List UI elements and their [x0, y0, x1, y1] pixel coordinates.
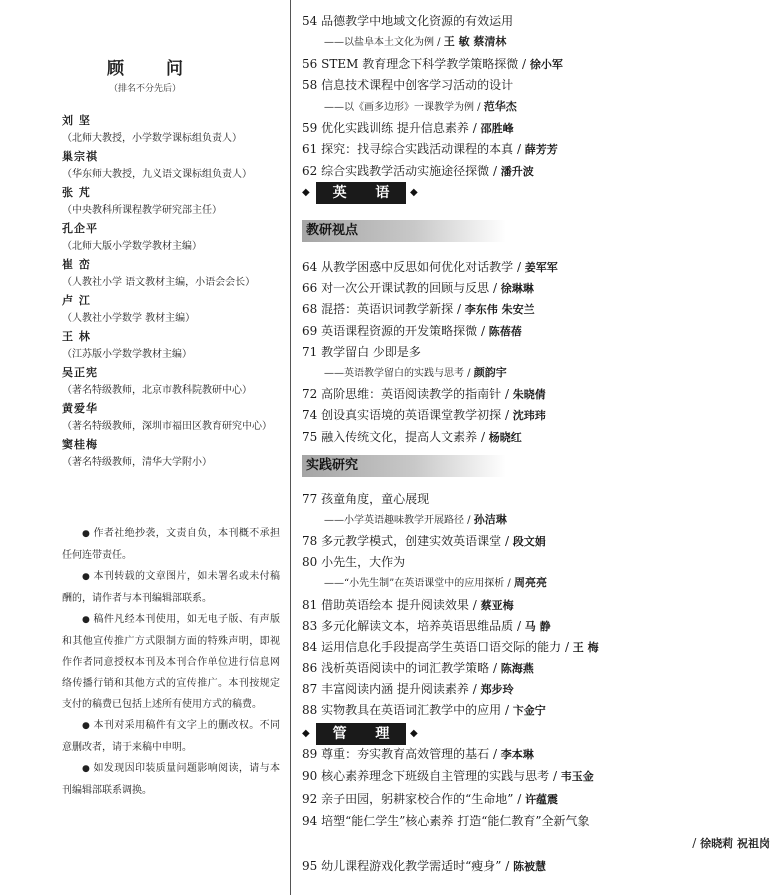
article-title: 尊重：夯实教育高效管理的基石 [321, 747, 490, 761]
advisor-description: （著名特级教师，北京市教科院教研中心） [62, 385, 252, 396]
article-title: 综合实践教学活动实施途径探微 [321, 163, 490, 178]
page-number: 81 [302, 597, 318, 612]
toc-author: 颜韵宇 [473, 366, 507, 379]
page-number: 56 [302, 56, 318, 71]
toc-subtitle: ——“小先生制”在英语课堂中的应用探析 / 周亮亮 [324, 576, 547, 590]
toc-author: 马 静 [524, 619, 551, 633]
article-title: 丰富阅读内涵 提升阅读素养 [321, 681, 469, 696]
article-title: 多元化解读文本，培养英语思维品质 [321, 618, 514, 633]
toc-entry[interactable]: 68 混搭：英语识词教学新探 / 李东伟 朱安兰 [302, 302, 535, 317]
note-text: 作者社绝抄袭，文责自负，本刊概不承担任何连带责任。 [62, 528, 280, 561]
advisor-name: 窦桂梅 [62, 438, 98, 451]
page-number: 88 [302, 703, 318, 717]
page-number: 68 [302, 302, 318, 317]
toc-entry[interactable] [302, 12, 513, 29]
page-number: 83 [302, 618, 318, 633]
advisors-title: 顾 问 [107, 59, 201, 79]
category-practice: 实践研究 [302, 455, 506, 477]
advisors-column [0, 0, 290, 895]
article-title: 亲子田园，躬耕家校合作的“生命地” [321, 791, 514, 806]
toc-author: 周亮亮 [513, 576, 547, 590]
subtitle-text: ——“小先生制”在英语课堂中的应用探析 [324, 578, 505, 590]
toc-entry[interactable]: 87 丰富阅读内涵 提升阅读素养 / 郑步玲 [302, 681, 514, 696]
article-title: 多元教学模式，创建实效英语课堂 [321, 534, 502, 549]
toc-subtitle: ——小学英语趣味教学开展路径 / 孙洁琳 [324, 513, 507, 527]
page-number: 62 [302, 163, 318, 178]
toc-author: 蔡亚梅 [480, 598, 514, 612]
toc-entry[interactable] [302, 553, 405, 570]
advisor-name: 王 林 [62, 330, 91, 343]
page-number: 89 [302, 747, 318, 761]
subtitle-text: ——小学英语趣味教学开展路径 [324, 515, 464, 527]
toc-entry[interactable]: 72 高阶思维：英语阅读教学的指南针 / 朱晓倩 [302, 387, 546, 402]
page-number: 61 [302, 142, 318, 157]
advisor-name: 张 芃 [62, 186, 91, 199]
toc-entry[interactable]: 88 实物教具在英语词汇教学中的应用 / 卞金宁 [302, 703, 546, 717]
article-title: 借助英语绘本 提升阅读效果 [321, 597, 469, 612]
note-text: 本刊转载的文章图片，如未署名或未付稿酬的，请作者与本刊编辑部联系。 [62, 571, 280, 604]
toc-entry[interactable] [302, 490, 429, 507]
toc-author: 王 梅 [572, 640, 599, 654]
toc-author: 郑步玲 [480, 682, 514, 696]
advisor-description: （中央教科所课程教学研究部主任） [62, 205, 222, 216]
toc-author: 段文娟 [512, 535, 546, 549]
page-number: 77 [302, 492, 318, 506]
page-number: 87 [302, 681, 318, 696]
article-title: 对一次公开课试教的回顾与反思 [321, 281, 490, 296]
toc-author: 朱晓倩 [512, 388, 546, 402]
toc-author: 徐晓莉 祝祖岗 [700, 836, 770, 850]
page-number: 69 [302, 323, 318, 338]
toc-entry[interactable] [302, 76, 513, 93]
page-number: 54 [302, 14, 318, 28]
toc-author: 许蕴震 [525, 792, 559, 806]
article-title: 核心素养理念下班级自主管理的实践与思考 [321, 769, 550, 784]
page-number: 92 [302, 791, 318, 806]
page-number: 80 [302, 555, 318, 570]
advisor-name: 巢宗祺 [62, 150, 98, 163]
advisor-description: （著名特级教师，深圳市福田区教育研究中心） [62, 421, 272, 432]
subtitle-text: ——英语教学留白的实践与思考 [324, 368, 464, 379]
toc-subtitle: ——英语教学留白的实践与思考 / 颜韵宇 [324, 366, 507, 379]
article-title: 孩童角度，童心展现 [321, 492, 430, 506]
article-title: 英语课程资源的开发策略探微 [321, 323, 478, 338]
advisor-name: 黄爱华 [62, 402, 98, 415]
toc-author: 沈玮玮 [512, 409, 546, 423]
toc-entry[interactable]: 75 融入传统文化，提高人文素养 / 杨晓红 [302, 429, 522, 444]
toc-author: 孙洁琳 [473, 513, 507, 527]
article-title: 探究：找寻综合实践活动课程的本真 [321, 142, 514, 157]
bullet-icon: ● [82, 615, 94, 625]
advisor-description: （著名特级教师，清华大学附小） [62, 457, 212, 468]
diamond-icon: ◆ [410, 187, 418, 198]
diamond-icon: ◆ [410, 728, 418, 739]
subtitle-text: ——以《画多边形》一课教学为例 [324, 101, 474, 113]
toc-subtitle: ——以盐阜本土文化为例 / 王 敏 蔡清林 [324, 35, 507, 49]
toc-author: 徐小军 [529, 57, 563, 71]
note-paragraph [62, 715, 280, 758]
page-number: 75 [302, 429, 318, 444]
toc-entry[interactable]: 69 英语课程资源的开发策略探微 / 陈蓓蓓 [302, 323, 522, 338]
bullet-icon: ● [82, 572, 94, 582]
section-label: 英 语 [316, 182, 406, 204]
article-title: 实物教具在英语词汇教学中的应用 [321, 703, 502, 717]
toc-author: 陈被慧 [513, 860, 547, 873]
toc-entry[interactable]: 92 亲子田园，躬耕家校合作的“生命地” / 许蕴震 [302, 791, 559, 806]
advisor-description: （江苏版小学数学教材主编） [62, 349, 192, 360]
article-title: 品德教学中地域文化资源的有效运用 [321, 14, 514, 28]
note-paragraph [62, 609, 280, 715]
diamond-icon: ◆ [302, 187, 310, 198]
category-research-view: 教研视点 [302, 220, 506, 242]
toc-entry[interactable]: 64 从教学困惑中反思如何优化对话教学 / 姜军军 [302, 260, 558, 274]
toc-author: 潘升波 [500, 164, 534, 178]
diamond-icon: ◆ [302, 728, 310, 739]
article-title: 高阶思维：英语阅读教学的指南针 [321, 387, 502, 402]
toc-author: 范华杰 [483, 99, 517, 113]
advisor-description: （华东师大教授，九义语文课标组负责人） [62, 169, 252, 180]
note-paragraph [62, 566, 280, 609]
note-text: 本刊对采用稿件有文字上的删改权。不同意删改者，请于来稿中申明。 [62, 720, 280, 753]
article-title: 幼儿课程游戏化教学需适时“瘦身” [321, 859, 502, 873]
page-number: 72 [302, 387, 318, 402]
article-title: 信息技术课程中创客学习活动的设计 [321, 78, 514, 93]
toc-entry[interactable]: 84 运用信息化手段提高学生英语口语交际的能力 / 王 梅 [302, 639, 599, 654]
page-number: 71 [302, 344, 318, 359]
toc-author: 徐琳琳 [500, 282, 534, 296]
editorial-notes [62, 523, 280, 801]
note-paragraph [62, 758, 280, 801]
section-english [302, 182, 432, 204]
page-number: 94 [302, 814, 318, 829]
advisor-description: （人教社小学数学 教材主编） [62, 313, 196, 324]
page-number: 84 [302, 639, 318, 654]
page-number: 95 [302, 859, 318, 873]
toc-entry[interactable]: 89 尊重：夯实教育高效管理的基石 / 李本琳 [302, 747, 534, 761]
page-number: 90 [302, 769, 318, 784]
article-title: 混搭：英语识词教学新探 [321, 302, 454, 317]
toc-author: 卞金宁 [512, 704, 546, 717]
toc-author: 李东伟 朱安兰 [464, 303, 535, 317]
table-of-contents [302, 0, 770, 895]
toc-author: 王 敏 蔡清林 [443, 35, 507, 49]
toc-author: 杨晓红 [488, 430, 522, 444]
page-number: 58 [302, 78, 318, 93]
advisor-name: 刘 坚 [62, 114, 91, 127]
page-number: 66 [302, 281, 318, 296]
advisor-name: 吴正宪 [62, 366, 98, 379]
article-title: 教学留白 少即是多 [321, 344, 421, 359]
article-title: 从教学困惑中反思如何优化对话教学 [321, 260, 514, 274]
bullet-icon: ● [82, 529, 94, 539]
article-title: 浅析英语阅读中的词汇教学策略 [321, 660, 490, 675]
article-title: 培塑“能仁学生”核心素养 打造“能仁教育”全新气象 [321, 814, 590, 829]
section-management [302, 723, 432, 745]
toc-entry[interactable]: 86 浅析英语阅读中的词汇教学策略 / 陈海燕 [302, 660, 534, 675]
advisors-subtitle: （排名不分先后） [108, 84, 181, 94]
toc-entry[interactable] [302, 343, 421, 360]
toc-entry[interactable] [302, 812, 589, 829]
article-title: 优化实践训练 提升信息素养 [321, 121, 469, 135]
note-text: 如发现因印装质量问题影响阅读，请与本刊编辑部联系调换。 [62, 763, 280, 796]
article-title: 运用信息化手段提高学生英语口语交际的能力 [321, 639, 562, 654]
subtitle-text: ——以盐阜本土文化为例 [324, 37, 434, 49]
bullet-icon: ● [82, 721, 94, 731]
note-paragraph [62, 523, 280, 566]
note-text: 稿件凡经本刊使用，如无电子版、有声版和其他宣传推广方式限制方面的特殊声明，即视作作者同意授权本刊及本刊合作单位进行信息网络传播行销和其他方式的宣传推广。本刊按规定支付的稿费已包括上述所有使用方式的稿费。 [62, 614, 280, 710]
article-title: STEM 教育理念下科学教学策略探微 [321, 56, 519, 71]
toc-author-line: / 徐晓莉 祝祖岗 [692, 835, 770, 850]
toc-author: 韦玉金 [560, 770, 594, 784]
advisor-description: （北师大版小学数学教材主编） [62, 241, 202, 252]
advisor-description: （人教社小学 语文教材主编，小语会会长） [62, 277, 256, 288]
section-label: 管 理 [316, 723, 406, 745]
article-title: 小先生，大作为 [321, 555, 406, 570]
column-divider [290, 0, 291, 895]
toc-entry[interactable]: 81 借助英语绘本 提升阅读效果 / 蔡亚梅 [302, 597, 514, 612]
toc-author: 李本琳 [500, 748, 534, 761]
toc-entry[interactable]: 90 核心素养理念下班级自主管理的实践与思考 / 韦玉金 [302, 769, 594, 784]
advisor-name: 孔企平 [62, 222, 98, 235]
toc-author: 邵胜峰 [480, 122, 514, 135]
page-number: 64 [302, 260, 318, 274]
toc-entry[interactable]: 56 STEM 教育理念下科学教学策略探微 / 徐小军 [302, 56, 563, 71]
toc-entry[interactable]: 62 综合实践教学活动实施途径探微 / 潘升波 [302, 163, 534, 178]
advisors-list [62, 112, 287, 472]
advisor-description: （北师大教授，小学数学课标组负责人） [62, 133, 242, 144]
page-number: 86 [302, 660, 318, 675]
toc-entry[interactable]: 61 探究：找寻综合实践活动课程的本真 / 薛芳芳 [302, 142, 558, 157]
page-number: 59 [302, 121, 318, 135]
toc-entry[interactable]: 95 幼儿课程游戏化教学需适时“瘦身” / 陈被慧 [302, 859, 547, 873]
toc-entry[interactable]: 83 多元化解读文本，培养英语思维品质 / 马 静 [302, 618, 551, 633]
toc-entry[interactable]: 74 创设真实语境的英语课堂教学初探 / 沈玮玮 [302, 408, 546, 423]
advisor-name: 卢 江 [62, 294, 91, 307]
toc-author: 姜军军 [524, 261, 558, 274]
article-title: 融入传统文化，提高人文素养 [321, 429, 478, 444]
toc-author: 陈蓓蓓 [488, 324, 522, 338]
toc-entry[interactable]: 66 对一次公开课试教的回顾与反思 / 徐琳琳 [302, 281, 534, 296]
toc-author: 薛芳芳 [524, 143, 558, 157]
toc-subtitle: ——以《画多边形》一课教学为例 / 范华杰 [324, 99, 517, 113]
bullet-icon: ● [82, 764, 94, 774]
toc-entry[interactable]: 59 优化实践训练 提升信息素养 / 邵胜峰 [302, 121, 514, 135]
page-number: 78 [302, 534, 318, 549]
page-number: 74 [302, 408, 318, 423]
toc-entry[interactable]: 78 多元教学模式，创建实效英语课堂 / 段文娟 [302, 534, 546, 549]
toc-author: 陈海燕 [500, 661, 534, 675]
article-title: 创设真实语境的英语课堂教学初探 [321, 408, 502, 423]
advisor-name: 崔 峦 [62, 258, 91, 271]
